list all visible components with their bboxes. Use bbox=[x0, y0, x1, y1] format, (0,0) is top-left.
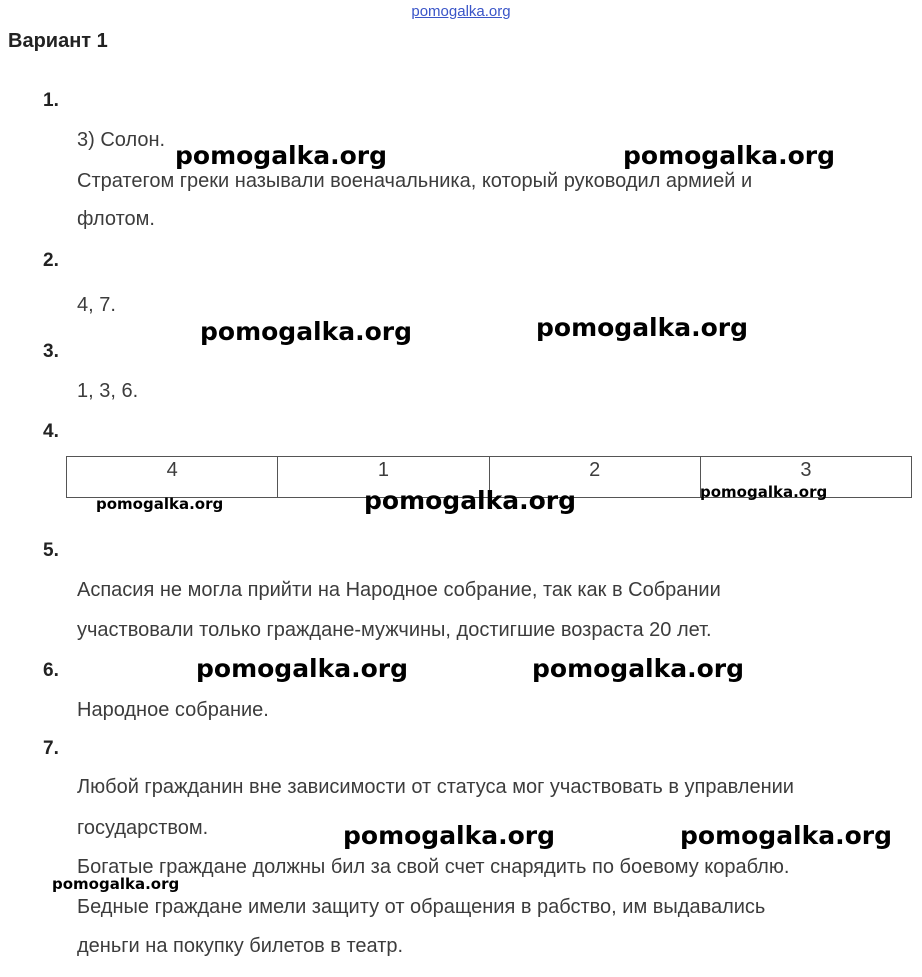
watermark: pomogalka.org bbox=[200, 317, 413, 346]
question-number: 3. bbox=[43, 341, 59, 362]
table-cell: 2 bbox=[489, 457, 700, 498]
answer-text: флотом. bbox=[77, 208, 155, 230]
question-number: 5. bbox=[43, 540, 59, 561]
answer-text: Стратегом греки называли военачальника, который руководил армией и bbox=[77, 170, 753, 192]
answer-text: 3) Солон. bbox=[77, 129, 166, 151]
answer-text: государством. bbox=[77, 817, 209, 839]
watermark: pomogalka.org bbox=[52, 875, 180, 893]
table-cell: 1 bbox=[278, 457, 489, 498]
watermark: pomogalka.org bbox=[96, 495, 224, 513]
watermark: pomogalka.org bbox=[196, 654, 409, 683]
watermark: pomogalka.org bbox=[536, 313, 749, 342]
page-title: Вариант 1 bbox=[8, 30, 108, 52]
watermark: pomogalka.org bbox=[364, 486, 577, 515]
question-number: 6. bbox=[43, 660, 59, 681]
question-number: 4. bbox=[43, 421, 59, 442]
table-cell: 4 bbox=[67, 457, 278, 498]
answer-text: участвовали только граждане-мужчины, достигшие возраста 20 лет. bbox=[77, 619, 712, 641]
answer-text: Любой гражданин вне зависимости от статуса мог участвовать в управлении bbox=[77, 776, 794, 798]
table-cell: 3 bbox=[700, 457, 911, 498]
answer-text: 4, 7. bbox=[77, 294, 116, 316]
watermark: pomogalka.org bbox=[623, 141, 836, 170]
answer-text: деньги на покупку билетов в театр. bbox=[77, 935, 404, 957]
watermark: pomogalka.org bbox=[343, 821, 556, 850]
watermark: pomogalka.org bbox=[700, 483, 828, 501]
answer-text: Народное собрание. bbox=[77, 699, 269, 721]
site-link[interactable]: pomogalka.org bbox=[411, 3, 511, 20]
watermark: pomogalka.org bbox=[532, 654, 745, 683]
answer-text: Аспасия не могла прийти на Народное собрание, так как в Собрании bbox=[77, 579, 721, 601]
watermark: pomogalka.org bbox=[175, 141, 388, 170]
answer-text: Богатые граждане должны бил за свой счет снарядить по боевому кораблю. bbox=[77, 856, 790, 878]
question-number: 1. bbox=[43, 90, 59, 111]
answer-text: Бедные граждане имели защиту от обращения в рабство, им выдавались bbox=[77, 896, 766, 918]
answer-text: 1, 3, 6. bbox=[77, 380, 139, 402]
question-number: 2. bbox=[43, 250, 59, 271]
watermark: pomogalka.org bbox=[680, 821, 893, 850]
question-number: 7. bbox=[43, 738, 59, 759]
